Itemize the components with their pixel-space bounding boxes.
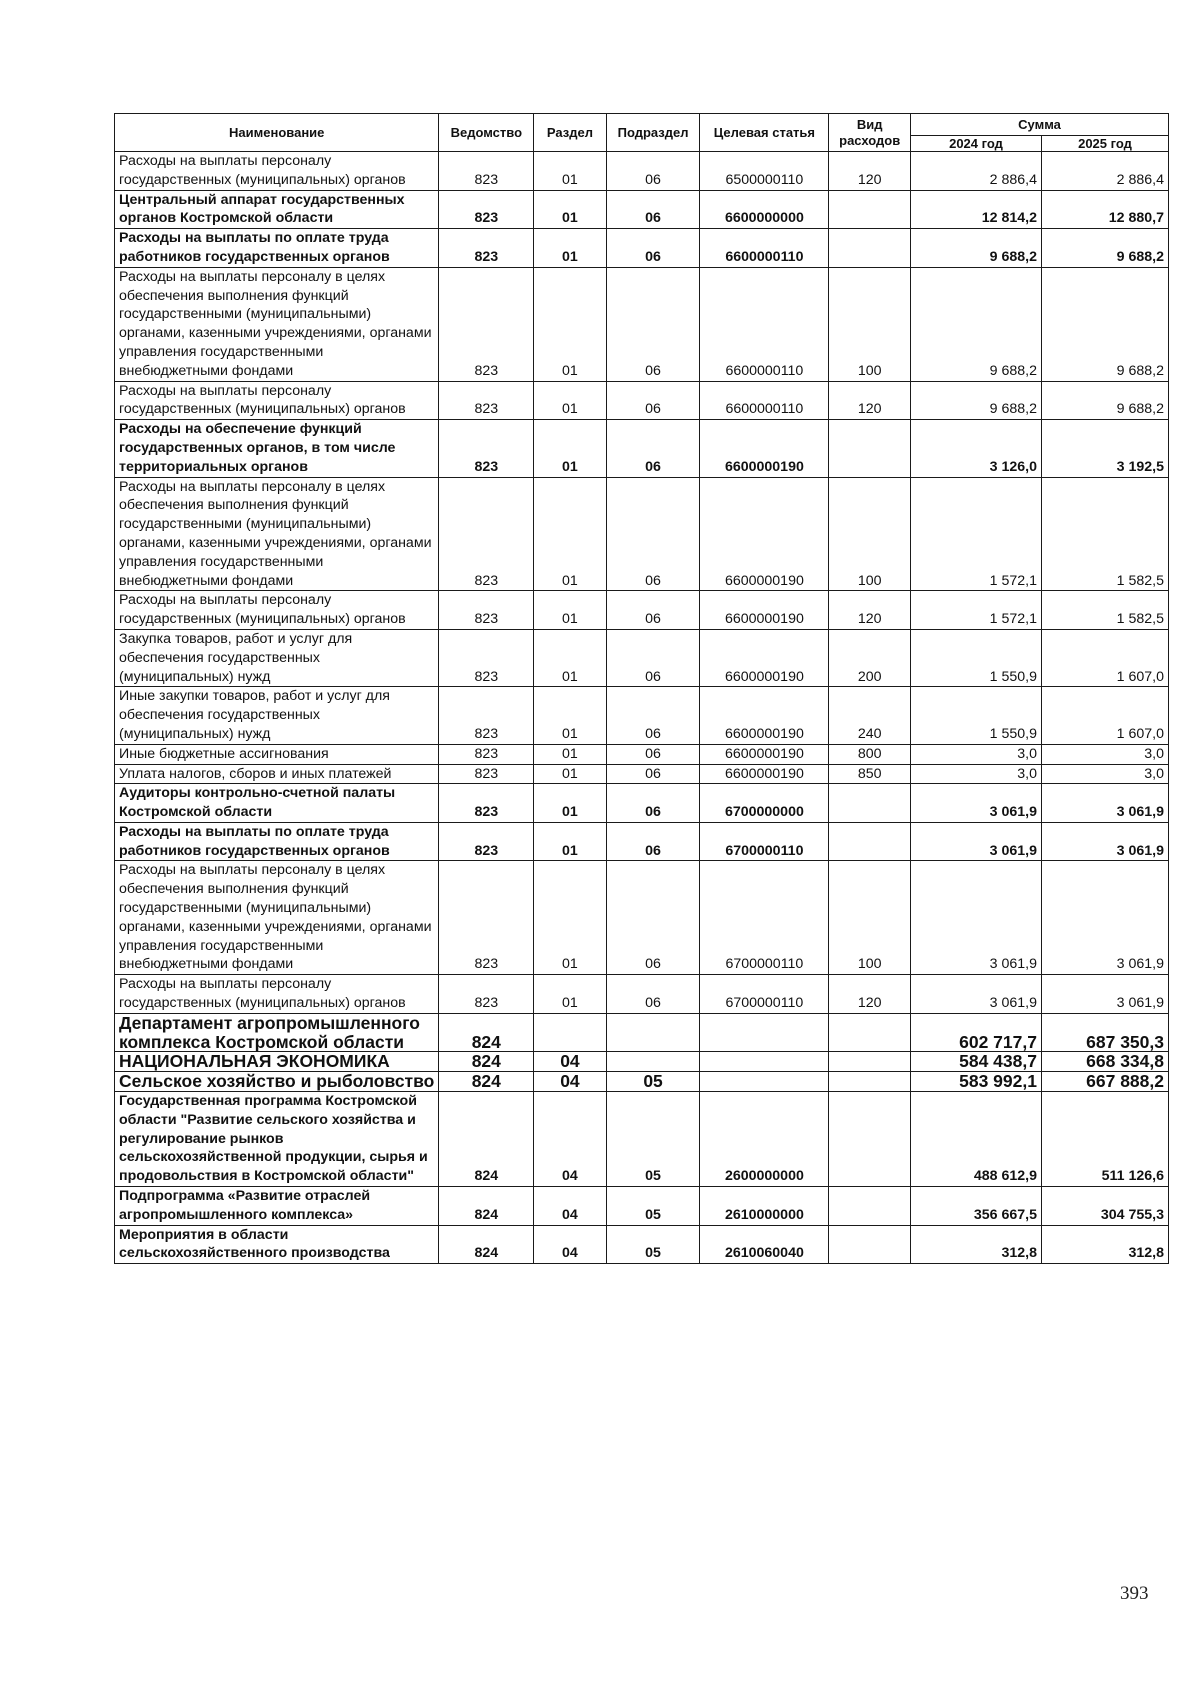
row-sum-2025: 3,0 xyxy=(1041,764,1168,784)
row-expense-type: 200 xyxy=(829,629,911,686)
header-subsection: Подраздел xyxy=(606,114,700,152)
row-target-article: 6600000190 xyxy=(700,591,829,630)
row-sum-2024: 3,0 xyxy=(911,744,1042,764)
row-section: 01 xyxy=(534,190,607,229)
row-name: НАЦИОНАЛЬНАЯ ЭКОНОМИКА xyxy=(115,1052,439,1072)
row-sum-2024: 1 572,1 xyxy=(911,591,1042,630)
row-sum-2025: 9 688,2 xyxy=(1041,267,1168,381)
row-subsection: 06 xyxy=(606,975,700,1014)
row-name: Центральный аппарат государственных органов Костромской области xyxy=(115,190,439,229)
row-expense-type: 120 xyxy=(829,152,911,191)
row-section: 04 xyxy=(534,1052,607,1072)
row-expense-type: 100 xyxy=(829,477,911,591)
header-name: Наименование xyxy=(115,114,439,152)
row-subsection: 06 xyxy=(606,381,700,420)
row-target-article: 6700000000 xyxy=(700,784,829,823)
row-section: 01 xyxy=(534,152,607,191)
row-expense-type xyxy=(829,229,911,268)
row-name: Подпрограмма «Развитие отраслей агропромышленного комплекса» xyxy=(115,1187,439,1226)
table-row xyxy=(115,687,1169,744)
row-target-article: 2610000000 xyxy=(700,1187,829,1226)
row-expense-type: 120 xyxy=(829,975,911,1014)
row-subsection: 06 xyxy=(606,591,700,630)
row-sum-2025: 304 755,3 xyxy=(1041,1187,1168,1226)
row-name: Мероприятия в области сельскохозяйственного производства xyxy=(115,1225,439,1264)
row-name: Государственная программа Костромской области "Развитие сельского хозяйства и регулирование рынков сельскохозяйственной продукции, сырья и продовольствия в Костромской области" xyxy=(115,1092,439,1187)
row-target-article: 6600000000 xyxy=(700,190,829,229)
row-sum-2024: 3 061,9 xyxy=(911,822,1042,861)
row-department: 824 xyxy=(439,1072,534,1092)
row-name: Расходы на обеспечение функций государственных органов, в том числе территориальных органов xyxy=(115,420,439,477)
row-expense-type xyxy=(829,822,911,861)
row-section: 01 xyxy=(534,591,607,630)
row-name: Расходы на выплаты по оплате труда работников государственных органов xyxy=(115,822,439,861)
row-target-article xyxy=(700,1052,829,1072)
table-row xyxy=(115,591,1169,630)
row-sum-2025: 1 582,5 xyxy=(1041,591,1168,630)
row-sum-2025: 3 061,9 xyxy=(1041,861,1168,975)
row-name: Расходы на выплаты персоналу государственных (муниципальных) органов xyxy=(115,975,439,1014)
row-expense-type xyxy=(829,1013,911,1052)
row-section: 01 xyxy=(534,381,607,420)
row-sum-2024: 3 061,9 xyxy=(911,975,1042,1014)
row-target-article: 6600000190 xyxy=(700,629,829,686)
row-section: 01 xyxy=(534,975,607,1014)
row-expense-type xyxy=(829,1092,911,1187)
row-sum-2024: 584 438,7 xyxy=(911,1052,1042,1072)
row-expense-type xyxy=(829,1187,911,1226)
table-row xyxy=(115,381,1169,420)
row-sum-2025: 9 688,2 xyxy=(1041,381,1168,420)
header-department: Ведомство xyxy=(439,114,534,152)
row-sum-2025: 511 126,6 xyxy=(1041,1092,1168,1187)
row-department: 823 xyxy=(439,744,534,764)
table-row xyxy=(115,822,1169,861)
row-subsection: 06 xyxy=(606,229,700,268)
row-department: 824 xyxy=(439,1225,534,1264)
row-subsection xyxy=(606,1013,700,1052)
header-target-article: Целевая статья xyxy=(700,114,829,152)
budget-table xyxy=(114,113,1169,1264)
row-target-article: 6600000190 xyxy=(700,420,829,477)
row-sum-2025: 3 061,9 xyxy=(1041,975,1168,1014)
header-expense-type: Вид расходов xyxy=(829,114,911,152)
table-row xyxy=(115,477,1169,591)
row-sum-2024: 3 061,9 xyxy=(911,861,1042,975)
row-sum-2024: 3,0 xyxy=(911,764,1042,784)
row-sum-2024: 3 061,9 xyxy=(911,784,1042,823)
row-department: 823 xyxy=(439,381,534,420)
row-department: 824 xyxy=(439,1092,534,1187)
row-section: 04 xyxy=(534,1092,607,1187)
row-sum-2025: 1 607,0 xyxy=(1041,687,1168,744)
row-section: 01 xyxy=(534,229,607,268)
table-row xyxy=(115,784,1169,823)
row-target-article xyxy=(700,1072,829,1092)
row-section: 01 xyxy=(534,629,607,686)
row-target-article: 6600000190 xyxy=(700,764,829,784)
row-name: Иные бюджетные ассигнования xyxy=(115,744,439,764)
table-row xyxy=(115,229,1169,268)
row-name: Расходы на выплаты персоналу государственных (муниципальных) органов xyxy=(115,381,439,420)
table-body xyxy=(115,152,1169,1264)
row-expense-type xyxy=(829,420,911,477)
row-section: 04 xyxy=(534,1072,607,1092)
row-subsection: 06 xyxy=(606,764,700,784)
row-subsection: 06 xyxy=(606,629,700,686)
row-name: Расходы на выплаты персоналу в целях обеспечения выполнения функций государственными (муниципальными) органами, казенными учреждениями, органами управления государственными внебюджетными фондами xyxy=(115,861,439,975)
table-row xyxy=(115,1013,1169,1052)
row-expense-type: 100 xyxy=(829,861,911,975)
row-section: 01 xyxy=(534,477,607,591)
row-sum-2024: 1 550,9 xyxy=(911,629,1042,686)
row-sum-2025: 668 334,8 xyxy=(1041,1052,1168,1072)
row-target-article: 6700000110 xyxy=(700,861,829,975)
row-name: Сельское хозяйство и рыболовство xyxy=(115,1072,439,1092)
table-row xyxy=(115,764,1169,784)
row-sum-2024: 1 572,1 xyxy=(911,477,1042,591)
row-sum-2025: 3 061,9 xyxy=(1041,822,1168,861)
row-department: 823 xyxy=(439,229,534,268)
row-target-article: 6600000190 xyxy=(700,477,829,591)
row-department: 823 xyxy=(439,861,534,975)
row-section: 01 xyxy=(534,744,607,764)
row-target-article: 2610060040 xyxy=(700,1225,829,1264)
row-section: 01 xyxy=(534,267,607,381)
table-row xyxy=(115,1072,1169,1092)
table-row xyxy=(115,267,1169,381)
row-department: 823 xyxy=(439,591,534,630)
row-sum-2025: 2 886,4 xyxy=(1041,152,1168,191)
row-sum-2024: 312,8 xyxy=(911,1225,1042,1264)
row-name: Закупка товаров, работ и услуг для обеспечения государственных (муниципальных) нужд xyxy=(115,629,439,686)
row-sum-2024: 356 667,5 xyxy=(911,1187,1042,1226)
row-sum-2024: 9 688,2 xyxy=(911,381,1042,420)
row-sum-2025: 3 061,9 xyxy=(1041,784,1168,823)
header-year-2024: 2024 год xyxy=(911,136,1042,152)
row-department: 823 xyxy=(439,629,534,686)
row-name: Расходы на выплаты персоналу государственных (муниципальных) органов xyxy=(115,152,439,191)
row-target-article: 2600000000 xyxy=(700,1092,829,1187)
row-name: Расходы на выплаты персоналу в целях обеспечения выполнения функций государственными (муниципальными) органами, казенными учреждениями, органами управления государственными внебюджетными фондами xyxy=(115,477,439,591)
row-sum-2025: 1 607,0 xyxy=(1041,629,1168,686)
row-sum-2025: 3 192,5 xyxy=(1041,420,1168,477)
row-subsection: 06 xyxy=(606,687,700,744)
row-department: 823 xyxy=(439,784,534,823)
row-name: Уплата налогов, сборов и иных платежей xyxy=(115,764,439,784)
row-department: 823 xyxy=(439,764,534,784)
row-department: 823 xyxy=(439,267,534,381)
table-row xyxy=(115,744,1169,764)
page-number: 393 xyxy=(1120,1583,1149,1604)
row-section: 01 xyxy=(534,764,607,784)
header-section: Раздел xyxy=(534,114,607,152)
row-target-article: 6600000110 xyxy=(700,229,829,268)
row-sum-2025: 1 582,5 xyxy=(1041,477,1168,591)
row-sum-2025: 9 688,2 xyxy=(1041,229,1168,268)
table-row xyxy=(115,1092,1169,1187)
table-row xyxy=(115,152,1169,191)
row-name: Иные закупки товаров, работ и услуг для обеспечения государственных (муниципальных) нужд xyxy=(115,687,439,744)
row-subsection: 05 xyxy=(606,1187,700,1226)
row-sum-2024: 488 612,9 xyxy=(911,1092,1042,1187)
row-section: 04 xyxy=(534,1225,607,1264)
row-department: 823 xyxy=(439,190,534,229)
row-expense-type: 100 xyxy=(829,267,911,381)
row-target-article: 6600000190 xyxy=(700,744,829,764)
row-department: 823 xyxy=(439,687,534,744)
row-section xyxy=(534,1013,607,1052)
row-sum-2024: 1 550,9 xyxy=(911,687,1042,744)
row-department: 823 xyxy=(439,152,534,191)
row-department: 823 xyxy=(439,420,534,477)
row-expense-type xyxy=(829,784,911,823)
row-sum-2024: 9 688,2 xyxy=(911,229,1042,268)
row-expense-type: 240 xyxy=(829,687,911,744)
header-sum: Сумма xyxy=(911,114,1169,136)
row-department: 823 xyxy=(439,822,534,861)
row-subsection: 05 xyxy=(606,1225,700,1264)
row-department: 824 xyxy=(439,1187,534,1226)
row-sum-2025: 3,0 xyxy=(1041,744,1168,764)
row-sum-2025: 312,8 xyxy=(1041,1225,1168,1264)
row-section: 01 xyxy=(534,784,607,823)
table-row xyxy=(115,1052,1169,1072)
table-row xyxy=(115,1225,1169,1264)
row-name: Аудиторы контрольно-счетной палаты Костромской области xyxy=(115,784,439,823)
row-subsection: 06 xyxy=(606,152,700,191)
row-expense-type: 120 xyxy=(829,591,911,630)
row-target-article: 6600000190 xyxy=(700,687,829,744)
row-subsection xyxy=(606,1052,700,1072)
row-expense-type xyxy=(829,1225,911,1264)
row-sum-2025: 12 880,7 xyxy=(1041,190,1168,229)
row-expense-type: 850 xyxy=(829,764,911,784)
row-section: 04 xyxy=(534,1187,607,1226)
row-sum-2024: 602 717,7 xyxy=(911,1013,1042,1052)
row-name: Департамент агропромышленного комплекса Костромской области xyxy=(115,1013,439,1052)
row-subsection: 06 xyxy=(606,784,700,823)
row-sum-2024: 12 814,2 xyxy=(911,190,1042,229)
row-target-article xyxy=(700,1013,829,1052)
row-name: Расходы на выплаты по оплате труда работников государственных органов xyxy=(115,229,439,268)
row-sum-2024: 2 886,4 xyxy=(911,152,1042,191)
row-name: Расходы на выплаты персоналу в целях обеспечения выполнения функций государственными (муниципальными) органами, казенными учреждениями, органами управления государственными внебюджетными фондами xyxy=(115,267,439,381)
table-row xyxy=(115,190,1169,229)
row-department: 823 xyxy=(439,477,534,591)
row-target-article: 6700000110 xyxy=(700,975,829,1014)
row-section: 01 xyxy=(534,687,607,744)
row-subsection: 05 xyxy=(606,1072,700,1092)
row-expense-type: 800 xyxy=(829,744,911,764)
row-expense-type xyxy=(829,190,911,229)
row-sum-2025: 667 888,2 xyxy=(1041,1072,1168,1092)
table-row xyxy=(115,629,1169,686)
row-sum-2024: 3 126,0 xyxy=(911,420,1042,477)
row-subsection: 06 xyxy=(606,267,700,381)
row-subsection: 06 xyxy=(606,744,700,764)
table-row xyxy=(115,861,1169,975)
header-year-2025: 2025 год xyxy=(1041,136,1168,152)
row-name: Расходы на выплаты персоналу государственных (муниципальных) органов xyxy=(115,591,439,630)
row-department: 824 xyxy=(439,1052,534,1072)
row-expense-type: 120 xyxy=(829,381,911,420)
row-section: 01 xyxy=(534,861,607,975)
row-expense-type xyxy=(829,1072,911,1092)
table-row xyxy=(115,1187,1169,1226)
row-subsection: 06 xyxy=(606,190,700,229)
row-subsection: 06 xyxy=(606,477,700,591)
row-subsection: 06 xyxy=(606,420,700,477)
row-subsection: 06 xyxy=(606,861,700,975)
row-department: 824 xyxy=(439,1013,534,1052)
row-section: 01 xyxy=(534,822,607,861)
table-row xyxy=(115,975,1169,1014)
row-sum-2025: 687 350,3 xyxy=(1041,1013,1168,1052)
table-row xyxy=(115,420,1169,477)
row-sum-2024: 583 992,1 xyxy=(911,1072,1042,1092)
row-section: 01 xyxy=(534,420,607,477)
row-target-article: 6600000110 xyxy=(700,267,829,381)
row-department: 823 xyxy=(439,975,534,1014)
row-expense-type xyxy=(829,1052,911,1072)
row-subsection: 06 xyxy=(606,822,700,861)
row-sum-2024: 9 688,2 xyxy=(911,267,1042,381)
row-subsection: 05 xyxy=(606,1092,700,1187)
row-target-article: 6600000110 xyxy=(700,381,829,420)
table-header xyxy=(115,114,1169,152)
row-target-article: 6500000110 xyxy=(700,152,829,191)
row-target-article: 6700000110 xyxy=(700,822,829,861)
